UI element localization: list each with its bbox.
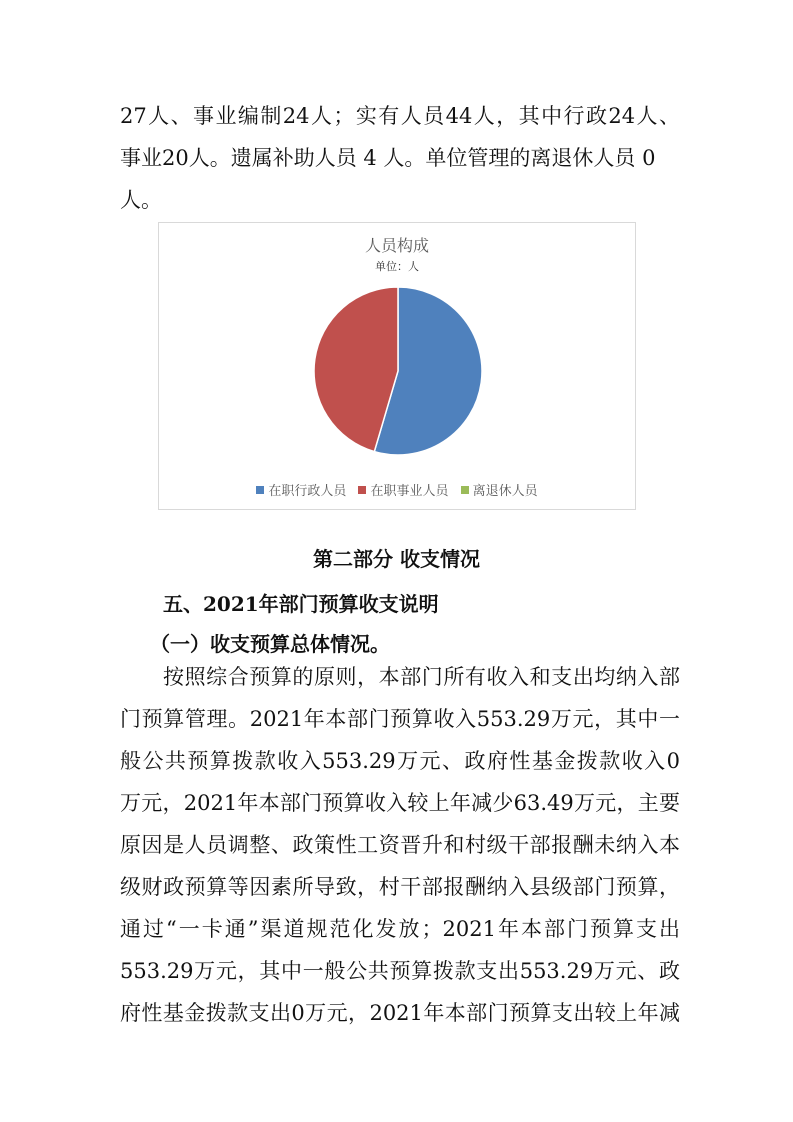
legend-item (461, 480, 538, 499)
legend-swatch (256, 486, 264, 494)
legend-item (358, 480, 448, 499)
pie-svg (159, 223, 635, 509)
text-line: 级财政预算等因素所导致，村干部报酬纳入县级部门预算， (120, 875, 680, 899)
chart-legend (159, 480, 635, 499)
heading-overview: （一）收支预算总体情况。 (150, 632, 390, 656)
text-line: 门预算管理。2021年本部门预算收入553.29万元，其中一 (120, 707, 680, 731)
text-line: 按照综合预算的原则，本部门所有收入和支出均纳入部 (163, 665, 680, 689)
text-line: 般公共预算拨款收入553.29万元、政府性基金拨款收入0 (120, 749, 680, 773)
text-line: 通过“一卡通”渠道规范化发放；2021年本部门预算支出 (120, 917, 680, 941)
text-line: 原因是人员调整、政策性工资晋升和村级干部报酬未纳入本 (120, 833, 680, 857)
pie-chart (158, 222, 636, 510)
legend-item (256, 480, 346, 499)
text-line: 事业20人。遗属补助人员 4 人。单位管理的离退休人员 0 (120, 146, 656, 170)
heading-budget: 五、2021年部门预算收支说明 (163, 592, 439, 616)
text-line: 府性基金拨款支出0万元，2021年本部门预算支出较上年减 (120, 1001, 680, 1025)
legend-label: 在职行政人员 (268, 484, 347, 499)
legend-label: 离退休人员 (472, 484, 538, 499)
legend-swatch (358, 486, 366, 494)
text-line: 553.29万元，其中一般公共预算拨款支出553.29万元、政 (120, 959, 680, 983)
text-line: 人。 (120, 188, 162, 212)
section-title: 第二部分 收支情况 (313, 547, 480, 571)
legend-label: 在职事业人员 (370, 484, 449, 499)
chart-subtitle: 单位：人 (375, 260, 419, 273)
text-line: 27人、事业编制24人；实有人员44人，其中行政24人、 (120, 104, 680, 128)
text-line: 万元，2021年本部门预算收入较上年减少63.49万元，主要 (120, 791, 680, 815)
legend-swatch (461, 486, 469, 494)
chart-title: 人员构成 (364, 236, 429, 255)
